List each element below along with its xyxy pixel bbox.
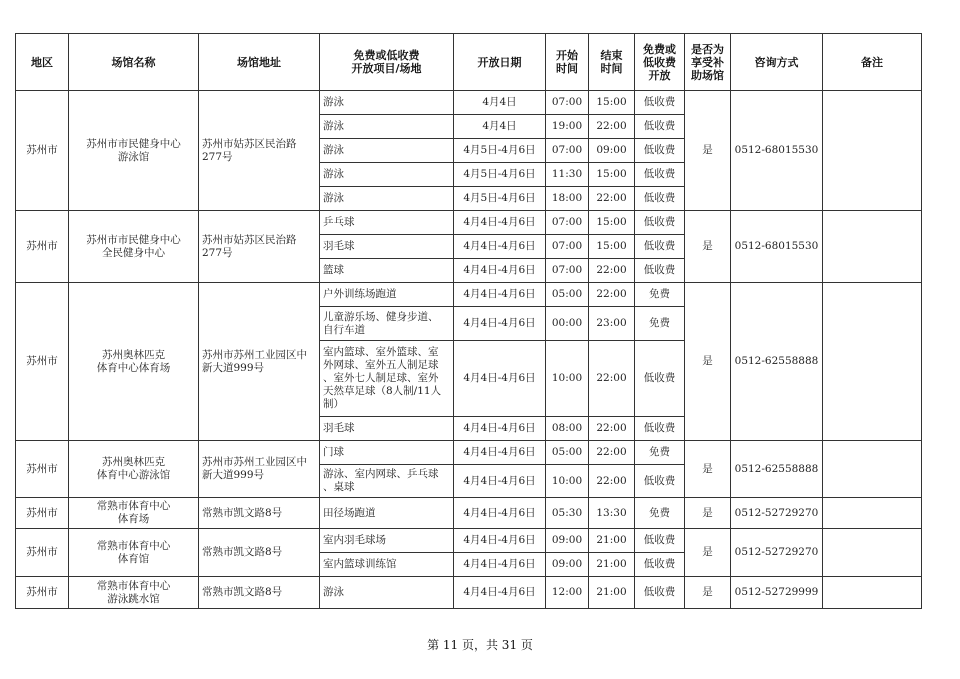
region-cell: 苏州市 (16, 498, 69, 529)
open-date-cell: 4月4日-4月6日 (454, 341, 546, 417)
project-cell: 游泳 (320, 91, 454, 115)
open-date-cell: 4月4日-4月6日 (454, 283, 546, 307)
project-cell: 室内羽毛球场 (320, 529, 454, 553)
end-time-cell: 15:00 (589, 211, 635, 235)
venue-address-cell: 苏州市苏州工业园区中 新大道999号 (199, 283, 320, 441)
venue-name-cell: 苏州市市民健身中心 游泳馆 (69, 91, 199, 211)
subsidy-cell: 是 (685, 283, 731, 441)
start-time-cell: 18:00 (546, 187, 589, 211)
venue-address-cell: 苏州市姑苏区民治路 277号 (199, 91, 320, 211)
remarks-cell (823, 211, 922, 283)
header-open-date: 开放日期 (454, 34, 546, 91)
venue-table (15, 33, 922, 609)
open-date-cell: 4月4日-4月6日 (454, 307, 546, 341)
contact-cell: 0512-52729999 (731, 577, 823, 609)
table-row (16, 577, 922, 609)
start-time-cell: 07:00 (546, 259, 589, 283)
contact-cell: 0512-68015530 (731, 211, 823, 283)
project-cell: 游泳 (320, 187, 454, 211)
fee-type-cell: 低收费 (635, 163, 685, 187)
open-date-cell: 4月4日-4月6日 (454, 417, 546, 441)
fee-type-cell: 免费 (635, 283, 685, 307)
project-cell: 篮球 (320, 259, 454, 283)
project-cell: 田径场跑道 (320, 498, 454, 529)
open-date-cell: 4月4日-4月6日 (454, 441, 546, 465)
open-date-cell: 4月4日-4月6日 (454, 465, 546, 498)
fee-type-cell: 低收费 (635, 259, 685, 283)
venue-address-cell: 常熟市凯文路8号 (199, 498, 320, 529)
start-time-cell: 10:00 (546, 465, 589, 498)
region-cell: 苏州市 (16, 211, 69, 283)
header-project: 免费或低收费 开放项目/场地 (320, 34, 454, 91)
open-date-cell: 4月4日-4月6日 (454, 529, 546, 553)
venue-address-cell: 常熟市凯文路8号 (199, 577, 320, 609)
end-time-cell: 09:00 (589, 139, 635, 163)
contact-cell: 0512-62558888 (731, 441, 823, 498)
project-cell: 羽毛球 (320, 235, 454, 259)
end-time-cell: 22:00 (589, 187, 635, 211)
end-time-cell: 23:00 (589, 307, 635, 341)
header-region: 地区 (16, 34, 69, 91)
fee-type-cell: 低收费 (635, 417, 685, 441)
open-date-cell: 4月4日 (454, 115, 546, 139)
fee-type-cell: 低收费 (635, 187, 685, 211)
project-cell: 游泳、室内网球、乒乓球 、桌球 (320, 465, 454, 498)
open-date-cell: 4月5日-4月6日 (454, 187, 546, 211)
remarks-cell (823, 441, 922, 498)
end-time-cell: 22:00 (589, 283, 635, 307)
fee-type-cell: 低收费 (635, 139, 685, 163)
end-time-cell: 21:00 (589, 529, 635, 553)
region-cell: 苏州市 (16, 441, 69, 498)
contact-cell: 0512-62558888 (731, 283, 823, 441)
end-time-cell: 22:00 (589, 465, 635, 498)
open-date-cell: 4月4日-4月6日 (454, 211, 546, 235)
header-fee-type: 免费或 低收费 开放 (635, 34, 685, 91)
end-time-cell: 22:00 (589, 115, 635, 139)
open-date-cell: 4月5日-4月6日 (454, 163, 546, 187)
table-row (16, 211, 922, 235)
venue-name-cell: 常熟市体育中心 体育馆 (69, 529, 199, 577)
venue-address-cell: 苏州市姑苏区民治路 277号 (199, 211, 320, 283)
fee-type-cell: 低收费 (635, 577, 685, 609)
project-cell: 游泳 (320, 577, 454, 609)
open-date-cell: 4月4日-4月6日 (454, 498, 546, 529)
venue-address-cell: 常熟市凯文路8号 (199, 529, 320, 577)
fee-type-cell: 免费 (635, 441, 685, 465)
venue-name-cell: 苏州奥林匹克 体育中心体育场 (69, 283, 199, 441)
remarks-cell (823, 577, 922, 609)
contact-cell: 0512-52729270 (731, 529, 823, 577)
header-row (16, 34, 922, 91)
end-time-cell: 15:00 (589, 235, 635, 259)
fee-type-cell: 免费 (635, 307, 685, 341)
header-venue-name: 场馆名称 (69, 34, 199, 91)
project-cell: 羽毛球 (320, 417, 454, 441)
fee-type-cell: 低收费 (635, 529, 685, 553)
start-time-cell: 07:00 (546, 139, 589, 163)
open-date-cell: 4月4日-4月6日 (454, 553, 546, 577)
remarks-cell (823, 498, 922, 529)
venue-name-cell: 常熟市体育中心 游泳跳水馆 (69, 577, 199, 609)
project-cell: 室内篮球、室外篮球、室 外网球、室外五人制足球 、室外七人制足球、室外 天然草足球（8人制/11人 制） (320, 341, 454, 417)
table-row (16, 91, 922, 115)
project-cell: 户外训练场跑道 (320, 283, 454, 307)
end-time-cell: 15:00 (589, 163, 635, 187)
fee-type-cell: 低收费 (635, 341, 685, 417)
table-row (16, 529, 922, 553)
start-time-cell: 09:00 (546, 553, 589, 577)
start-time-cell: 07:00 (546, 211, 589, 235)
open-date-cell: 4月4日-4月6日 (454, 259, 546, 283)
header-remarks: 备注 (823, 34, 922, 91)
project-cell: 儿童游乐场、健身步道、 自行车道 (320, 307, 454, 341)
subsidy-cell: 是 (685, 529, 731, 577)
table-row (16, 283, 922, 307)
region-cell: 苏州市 (16, 283, 69, 441)
project-cell: 游泳 (320, 115, 454, 139)
end-time-cell: 21:00 (589, 553, 635, 577)
end-time-cell: 22:00 (589, 259, 635, 283)
subsidy-cell: 是 (685, 441, 731, 498)
fee-type-cell: 免费 (635, 498, 685, 529)
project-cell: 游泳 (320, 139, 454, 163)
venue-address-cell: 苏州市苏州工业园区中 新大道999号 (199, 441, 320, 498)
fee-type-cell: 低收费 (635, 211, 685, 235)
table-row (16, 498, 922, 529)
end-time-cell: 21:00 (589, 577, 635, 609)
project-cell: 门球 (320, 441, 454, 465)
start-time-cell: 07:00 (546, 235, 589, 259)
contact-cell: 0512-68015530 (731, 91, 823, 211)
end-time-cell: 22:00 (589, 417, 635, 441)
start-time-cell: 07:00 (546, 91, 589, 115)
region-cell: 苏州市 (16, 91, 69, 211)
header-end-time: 结束 时间 (589, 34, 635, 91)
end-time-cell: 15:00 (589, 91, 635, 115)
start-time-cell: 09:00 (546, 529, 589, 553)
fee-type-cell: 低收费 (635, 91, 685, 115)
header-start-time: 开始 时间 (546, 34, 589, 91)
remarks-cell (823, 283, 922, 441)
open-date-cell: 4月5日-4月6日 (454, 139, 546, 163)
table-body (16, 91, 922, 609)
header-venue-address: 场馆地址 (199, 34, 320, 91)
header-contact: 咨询方式 (731, 34, 823, 91)
project-cell: 游泳 (320, 163, 454, 187)
table-row (16, 441, 922, 465)
region-cell: 苏州市 (16, 577, 69, 609)
venue-name-cell: 常熟市体育中心 体育场 (69, 498, 199, 529)
project-cell: 室内篮球训练馆 (320, 553, 454, 577)
remarks-cell (823, 529, 922, 577)
subsidy-cell: 是 (685, 577, 731, 609)
start-time-cell: 12:00 (546, 577, 589, 609)
start-time-cell: 10:00 (546, 341, 589, 417)
open-date-cell: 4月4日 (454, 91, 546, 115)
subsidy-cell: 是 (685, 211, 731, 283)
venue-name-cell: 苏州市市民健身中心 全民健身中心 (69, 211, 199, 283)
fee-type-cell: 低收费 (635, 235, 685, 259)
fee-type-cell: 低收费 (635, 115, 685, 139)
fee-type-cell: 低收费 (635, 465, 685, 498)
contact-cell: 0512-52729270 (731, 498, 823, 529)
project-cell: 乒乓球 (320, 211, 454, 235)
open-date-cell: 4月4日-4月6日 (454, 577, 546, 609)
start-time-cell: 19:00 (546, 115, 589, 139)
region-cell: 苏州市 (16, 529, 69, 577)
start-time-cell: 00:00 (546, 307, 589, 341)
start-time-cell: 05:00 (546, 441, 589, 465)
subsidy-cell: 是 (685, 91, 731, 211)
start-time-cell: 05:00 (546, 283, 589, 307)
page-footer: 第 11 页，共 31 页 (427, 638, 533, 652)
venue-name-cell: 苏州奥林匹克 体育中心游泳馆 (69, 441, 199, 498)
end-time-cell: 22:00 (589, 441, 635, 465)
start-time-cell: 05:30 (546, 498, 589, 529)
remarks-cell (823, 91, 922, 211)
fee-type-cell: 低收费 (635, 553, 685, 577)
end-time-cell: 13:30 (589, 498, 635, 529)
start-time-cell: 08:00 (546, 417, 589, 441)
start-time-cell: 11:30 (546, 163, 589, 187)
end-time-cell: 22:00 (589, 341, 635, 417)
header-subsidy: 是否为 享受补 助场馆 (685, 34, 731, 91)
open-date-cell: 4月4日-4月6日 (454, 235, 546, 259)
subsidy-cell: 是 (685, 498, 731, 529)
